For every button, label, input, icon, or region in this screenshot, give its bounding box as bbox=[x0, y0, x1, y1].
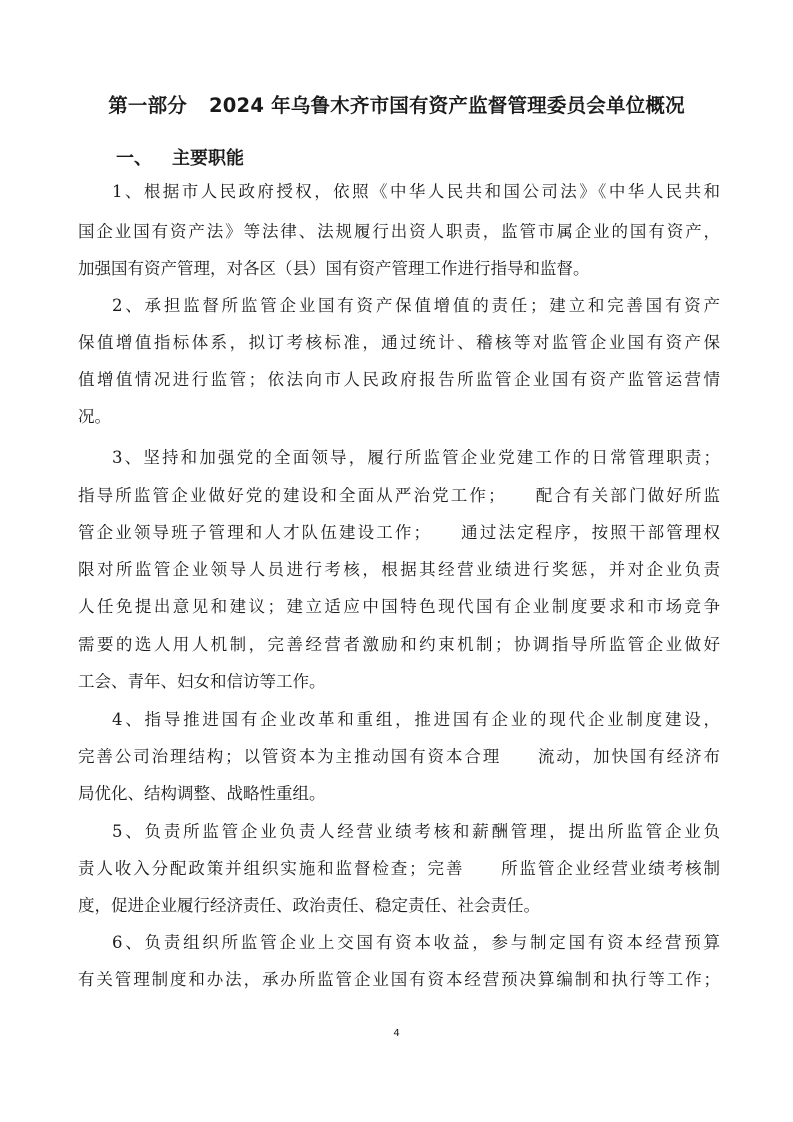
paragraph-line: 国企业国有资产法》等法律、法规履行出资人职责，监管市属企业的国有资产， bbox=[78, 222, 720, 241]
page-number: 4 bbox=[393, 1028, 400, 1039]
paragraph-line: 需要的选人用人机制，完善经营者激励和约束机制；协调指导所监管企业做好 bbox=[78, 635, 720, 654]
paragraph-line: 管企业领导班子管理和人才队伍建设工作； 通过法定程序，按照干部管理权 bbox=[78, 523, 720, 542]
document-title bbox=[0, 92, 793, 120]
paragraph-line: 人任免提出意见和建议；建立适应中国特色现代国有企业制度要求和市场竞争 bbox=[78, 597, 720, 616]
paragraph-line: 6、负责组织所监管企业上交国有资本收益，参与制定国有资本经营预算 bbox=[112, 933, 720, 952]
section-number: 一、 bbox=[116, 148, 152, 169]
paragraph-line: 有关管理制度和办法，承办所监管企业国有资本经营预决算编制和执行等工作； bbox=[78, 970, 720, 989]
paragraph-line: 完善公司治理结构；以管资本为主推动国有资本合理 流动，加快国有经济布 bbox=[78, 747, 720, 766]
paragraph-line: 保值增值指标体系，拟订考核标准，通过统计、稽核等对监管企业国有资产保 bbox=[78, 333, 720, 352]
paragraph-line: 工会、青年、妇女和信访等工作。 bbox=[78, 672, 326, 691]
paragraph-line: 度，促进企业履行经济责任、政治责任、稳定责任、社会责任。 bbox=[78, 896, 540, 915]
paragraph-line: 4、指导推进国有企业改革和重组，推进国有企业的现代企业制度建设， bbox=[112, 710, 720, 729]
title-text: 2024 年乌鲁木齐市国有资产监督管理委员会单位概况 bbox=[209, 94, 685, 117]
section-heading bbox=[116, 145, 244, 173]
paragraph-line: 况。 bbox=[78, 407, 111, 426]
paragraph-line: 5、负责所监管企业负责人经营业绩考核和薪酬管理，提出所监管企业负 bbox=[112, 822, 720, 841]
paragraph-line: 局优化、结构调整、战略性重组。 bbox=[78, 784, 326, 803]
paragraph-line: 1、根据市人民政府授权，依照《中华人民共和国公司法》《中华人民共和 bbox=[112, 182, 720, 201]
section-title: 主要职能 bbox=[172, 148, 244, 169]
paragraph-line: 3、坚持和加强党的全面领导，履行所监管企业党建工作的日常管理职责； bbox=[112, 448, 720, 467]
paragraph-line: 加强国有资产管理，对各区（县）国有资产管理工作进行指导和监督。 bbox=[78, 259, 590, 278]
paragraph-line: 指导所监管企业做好党的建设和全面从严治党工作； 配合有关部门做好所监 bbox=[78, 486, 720, 505]
paragraph-line: 2、承担监督所监管企业国有资产保值增值的责任；建立和完善国有资产 bbox=[112, 296, 720, 315]
paragraph-line: 限对所监管企业领导人员进行考核，根据其经营业绩进行奖惩，并对企业负责 bbox=[78, 560, 720, 579]
paragraph-line: 值增值情况进行监管；依法向市人民政府报告所监管企业国有资产监管运营情 bbox=[78, 370, 720, 389]
title-part-label: 第一部分 bbox=[108, 94, 188, 117]
paragraph-line: 责人收入分配政策并组织实施和监督检查；完善 所监管企业经营业绩考核制 bbox=[78, 859, 720, 878]
